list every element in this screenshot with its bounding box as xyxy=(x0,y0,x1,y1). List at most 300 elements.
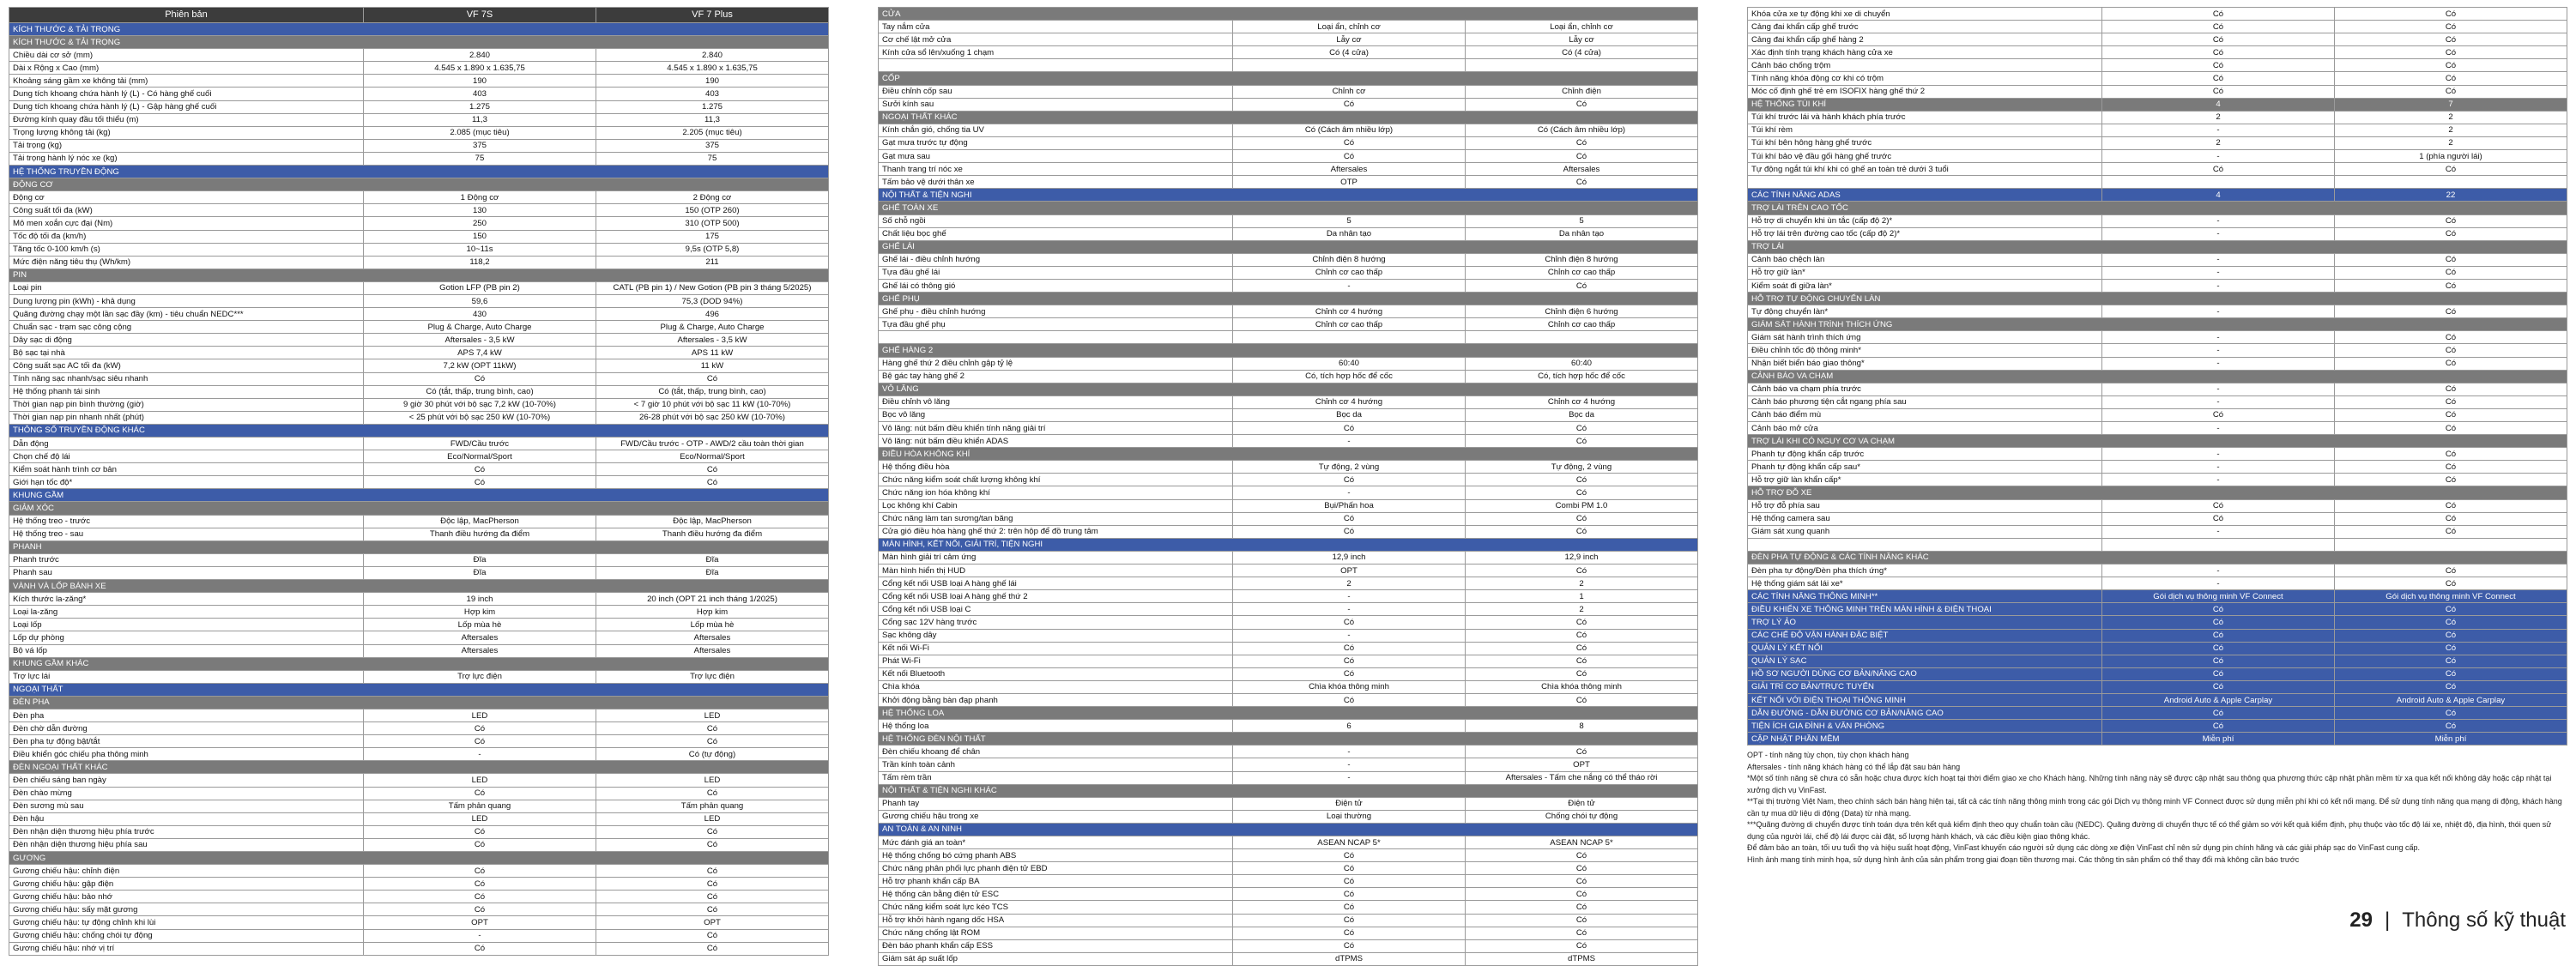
spec-value-cell: Có xyxy=(2335,565,2567,577)
spec-label-cell: HỆ THỐNG LOA xyxy=(879,707,1698,720)
spec-value-cell: Có xyxy=(596,891,829,903)
spec-value-cell: - xyxy=(2102,383,2335,395)
spec-value-cell: Có xyxy=(596,463,829,476)
spec-label-cell: KHUNG GẦM KHÁC xyxy=(9,657,829,670)
spec-value-cell xyxy=(1466,331,1698,344)
spec-label-cell: Đèn sương mù sau xyxy=(9,800,364,812)
spec-value-cell: Có xyxy=(1466,746,1698,758)
spec-row xyxy=(1748,422,2567,435)
spec-value-cell: 75 xyxy=(364,152,596,165)
spec-value-cell: Eco/Normal/Sport xyxy=(596,450,829,463)
spec-value-cell: 7,2 kW (OPT 11kW) xyxy=(364,359,596,372)
spec-value-cell: Có xyxy=(2335,499,2567,512)
spec-value-cell: - xyxy=(2102,448,2335,461)
spec-value-cell: Gói dịch vụ thông minh VF Connect xyxy=(2335,590,2567,603)
spec-label-cell: Cảnh báo chống trộm xyxy=(1748,59,2102,72)
spec-row xyxy=(9,800,829,812)
section-header-row xyxy=(1748,667,2567,680)
spec-label-cell: Loại pin xyxy=(9,281,364,294)
spec-row xyxy=(9,593,829,606)
spec-value-cell: Aftersales - Tấm che nắng có thể tháo rời xyxy=(1466,771,1698,784)
spec-value-cell: Aftersales xyxy=(596,631,829,644)
spec-value-cell xyxy=(1466,59,1698,72)
spec-value-cell: Có xyxy=(1233,667,1466,680)
spec-value-cell: Eco/Normal/Sport xyxy=(364,450,596,463)
spec-value-cell: Lốp mùa hè xyxy=(596,619,829,631)
spec-label-cell: Dẫn động xyxy=(9,438,364,450)
spec-row xyxy=(9,528,829,540)
spec-label-cell: Giám sát hành trình thích ứng xyxy=(1748,331,2102,344)
spec-row xyxy=(9,359,829,372)
spec-label-cell: Kích thước la-zăng* xyxy=(9,593,364,606)
spec-value-cell: Có xyxy=(2102,720,2335,733)
spec-value-cell: Lốp mùa hè xyxy=(364,619,596,631)
spec-value-cell: Có xyxy=(364,372,596,385)
spec-label-cell: HỒ SƠ NGƯỜI DÙNG CƠ BẢN/NÂNG CAO xyxy=(1748,667,2102,680)
spec-value-cell: Có xyxy=(364,722,596,735)
spec-label-cell: Xác định tính trạng khách hàng cửa xe xyxy=(1748,46,2102,59)
spec-row xyxy=(879,577,1698,590)
spec-value-cell: Có xyxy=(1466,655,1698,667)
spec-label-cell: Tải trọng hành lý nóc xe (kg) xyxy=(9,152,364,165)
spec-value-cell: 2 xyxy=(2102,111,2335,124)
spec-value-cell: Có xyxy=(2335,448,2567,461)
spec-value-cell: Da nhân tạo xyxy=(1233,227,1466,240)
spec-value-cell: ASEAN NCAP 5* xyxy=(1233,836,1466,849)
section-header-row xyxy=(1748,655,2567,667)
spec-row xyxy=(9,606,829,619)
note: **Tại thị trường Việt Nam, theo chính sách bán hàng hiện tại, tất cả các tính năng thông minh trong các gói Dịch vụ thông minh VF Connect được sử dụng miễn phí khi có kết nối mạng. Để sử dụng tính năng qua mạng di động, khách hàng cần tự mua dữ liệu di động (Data) từ nhà mạng. xyxy=(1747,797,2562,818)
spec-value-cell: Có (Cách âm nhiều lớp) xyxy=(1466,124,1698,136)
spec-value-cell: Trợ lực điện xyxy=(364,670,596,683)
spec-label-cell: Dây sạc di động xyxy=(9,334,364,347)
spec-value-cell: LED xyxy=(596,812,829,825)
spec-label-cell: Ghế lái - điều chỉnh hướng xyxy=(879,253,1233,266)
spec-value-cell: Trợ lực điện xyxy=(596,670,829,683)
spec-value-cell: 2.085 (mục tiêu) xyxy=(364,126,596,139)
spec-value-cell: Chìa khóa thông minh xyxy=(1233,680,1466,693)
spec-value-cell: 11,3 xyxy=(364,113,596,126)
spec-label-cell: Bệ gác tay hàng ghế 2 xyxy=(879,370,1233,383)
spec-label-cell: Tự động ngắt túi khí khi có ghế an toàn trẻ dưới 3 tuổi xyxy=(1748,163,2102,176)
section-header-row xyxy=(9,657,829,670)
section-header-row xyxy=(9,424,829,437)
spec-value-cell: Có xyxy=(2102,680,2335,693)
spec-label-cell: Đèn chiếu sáng ban ngày xyxy=(9,774,364,787)
spec-value-cell: Chống chói tự động xyxy=(1466,810,1698,823)
spec-value-cell: - xyxy=(2102,227,2335,240)
spec-label-cell: Loại la-zăng xyxy=(9,606,364,619)
spec-value-cell: Chỉnh điện 6 hướng xyxy=(1466,305,1698,318)
spec-label-cell: Quãng đường chạy một lần sạc đầy (km) - tiêu chuẩn NEDC*** xyxy=(9,308,364,321)
spec-value-cell: Có xyxy=(2335,525,2567,538)
spec-value-cell: - xyxy=(2102,577,2335,590)
note: Hình ảnh mang tính minh họa, sử dụng hình ảnh của sản phẩm trong giai đoạn tiền thương mại. Các thông tin sản phẩm có thể thay đổi mà không cần báo trước xyxy=(1747,854,2300,864)
section-header-row xyxy=(879,784,1698,797)
spec-value-cell: dTPMS xyxy=(1466,952,1698,965)
spec-value-cell: Có xyxy=(1466,914,1698,927)
spec-label-cell: Phiên bản xyxy=(9,8,364,23)
spec-value-cell: 1 Động cơ xyxy=(364,191,596,204)
section-header-row xyxy=(1748,707,2567,720)
spec-value-cell: Đĩa xyxy=(364,566,596,579)
spec-value-cell: Có xyxy=(2335,720,2567,733)
spec-label-cell: Tấm bảo vệ dưới thân xe xyxy=(879,176,1233,189)
spec-label-cell: GIÁM SÁT HÀNH TRÌNH THÍCH ỨNG xyxy=(1748,318,2567,331)
spec-row xyxy=(9,334,829,347)
spec-row xyxy=(1748,136,2567,149)
spec-label-cell: Khoảng sáng gầm xe không tải (mm) xyxy=(9,75,364,88)
spec-value-cell: Có xyxy=(596,903,829,916)
spec-label-cell: Đèn pha xyxy=(9,709,364,721)
spec-value-cell: Có xyxy=(1233,150,1466,163)
section-header-row xyxy=(1748,293,2567,305)
spec-value-cell: Có xyxy=(1466,486,1698,499)
spec-label-cell: CÁC TÍNH NĂNG ADAS xyxy=(1748,189,2102,202)
spec-label-cell: Gương chiếu hậu: tự động chỉnh khi lùi xyxy=(9,916,364,929)
spec-value-cell: OTP xyxy=(1233,176,1466,189)
spec-value-cell: Có xyxy=(2335,603,2567,616)
spec-label-cell: Túi khí bên hông hàng ghế trước xyxy=(1748,136,2102,149)
spec-value-cell: 190 xyxy=(364,75,596,88)
spec-value-cell: Hợp kim xyxy=(596,606,829,619)
section-header-row xyxy=(879,293,1698,305)
spec-value-cell: 211 xyxy=(596,256,829,269)
spec-label-cell: Dung tích khoang chứa hành lý (L) - Có hàng ghế cuối xyxy=(9,88,364,100)
spec-label-cell: Phanh tay xyxy=(879,797,1233,810)
spec-label-cell: HỖ TRỢ TỰ ĐỘNG CHUYỂN LÀN xyxy=(1748,293,2567,305)
spec-label-cell: NGOẠI THẤT xyxy=(9,683,829,696)
spec-label-cell: Kết nối Bluetooth xyxy=(879,667,1233,680)
note: *Một số tính năng sẽ chưa có sẵn hoặc chưa được kích hoạt tại thời điểm giao xe cho Khách hàng. Những tính năng này sẽ được cập nhật sau thông qua phương thức cập nhật phần mềm từ xa qua kết nối không dây hoặc cập nhật tại xưởng dịch vụ VinFast. xyxy=(1747,774,2552,794)
spec-label-cell: Đèn nhận diện thương hiệu phía sau xyxy=(9,838,364,851)
spec-row xyxy=(1748,344,2567,357)
spec-value-cell: 11,3 xyxy=(596,113,829,126)
spec-label-cell: Gương chiếu hậu: chỉnh điện xyxy=(9,865,364,878)
spec-label-cell: Hỗ trợ giữ làn khẩn cấp* xyxy=(1748,474,2102,486)
spec-value-cell: - xyxy=(1233,486,1466,499)
spec-value-cell: Chỉnh cơ cao thấp xyxy=(1466,318,1698,331)
section-header-row xyxy=(9,540,829,553)
spec-value-cell: Đĩa xyxy=(596,553,829,566)
section-header-row xyxy=(1748,318,2567,331)
spec-row xyxy=(1748,150,2567,163)
spec-row xyxy=(1748,163,2567,176)
spec-row xyxy=(879,746,1698,758)
spec-value-cell: Có xyxy=(2335,461,2567,474)
spec-row xyxy=(879,98,1698,111)
spec-value-cell: Có xyxy=(364,865,596,878)
spec-label-cell: Hệ thống điều hòa xyxy=(879,461,1233,474)
spec-row xyxy=(1748,448,2567,461)
spec-row xyxy=(9,217,829,230)
spec-row xyxy=(879,124,1698,136)
spec-row xyxy=(9,838,829,851)
spec-row xyxy=(9,139,829,152)
spec-value-cell: Có xyxy=(1466,939,1698,952)
spec-row xyxy=(879,461,1698,474)
spec-label-cell: Tấm rèm trần xyxy=(879,771,1233,784)
spec-value-cell: Có xyxy=(364,903,596,916)
spec-row xyxy=(879,266,1698,279)
spec-value-cell: 26-28 phút với bộ sạc 250 kW (10-70%) xyxy=(596,411,829,424)
spec-label-cell: GIẢI TRÍ CƠ BẢN/TRỰC TUYẾN xyxy=(1748,680,2102,693)
spec-row xyxy=(879,590,1698,603)
spec-value-cell: - xyxy=(364,748,596,761)
spec-row xyxy=(9,308,829,321)
spec-value-cell: Chỉnh cơ xyxy=(1233,85,1466,98)
spec-row xyxy=(1748,357,2567,370)
spec-label-cell: NỘI THẤT & TIỆN NGHI KHÁC xyxy=(879,784,1698,797)
spec-label-cell: Đèn pha tự động bật/tắt xyxy=(9,735,364,748)
spec-label-cell: Đèn pha tự động/Đèn pha thích ứng* xyxy=(1748,565,2102,577)
spec-label-cell: Mức điện năng tiêu thụ (Wh/km) xyxy=(9,256,364,269)
spec-value-cell: Loại thường xyxy=(1233,810,1466,823)
spec-value-cell: Có xyxy=(364,463,596,476)
spec-row xyxy=(879,253,1698,266)
spec-value-cell: Có xyxy=(2335,253,2567,266)
spec-label-cell: Điều chỉnh tốc độ thông minh* xyxy=(1748,344,2102,357)
spec-value-cell: Có xyxy=(2335,163,2567,176)
spec-row xyxy=(1748,474,2567,486)
spec-label-cell: Cổng kết nối USB loại A hàng ghế thứ 2 xyxy=(879,590,1233,603)
spec-row xyxy=(1748,305,2567,318)
spec-value-cell: Có xyxy=(2335,680,2567,693)
spec-value-cell: Có xyxy=(596,735,829,748)
section-header-row xyxy=(1748,202,2567,214)
spec-label-cell: Gương chiếu hậu: chống chói tự động xyxy=(9,929,364,942)
spec-label-cell: NỘI THẤT & TIỆN NGHI xyxy=(879,189,1698,202)
spec-value-cell: Có xyxy=(1466,901,1698,914)
spec-value-cell: Aftersales xyxy=(596,644,829,657)
spec-value-cell: 2 Động cơ xyxy=(596,191,829,204)
spec-row xyxy=(1748,85,2567,98)
section-header-row xyxy=(1748,590,2567,603)
spec-value-cell: 2 xyxy=(2335,124,2567,136)
spec-label-cell: NGOẠI THẤT KHÁC xyxy=(879,111,1698,124)
spec-value-cell: 7 xyxy=(2335,98,2567,111)
spec-value-cell: 310 (OTP 500) xyxy=(596,217,829,230)
spec-row xyxy=(879,318,1698,331)
spec-label-cell: ĐIỀU KHIỂN XE THÔNG MINH TRÊN MÀN HÌNH & ĐIỆN THOẠI xyxy=(1748,603,2102,616)
spec-label-cell: Mức đánh giá an toàn* xyxy=(879,836,1233,849)
spec-value-cell: Có xyxy=(2102,33,2335,46)
spec-value-cell: Có xyxy=(596,787,829,800)
spec-label-cell xyxy=(879,59,1233,72)
spec-label-cell: Cảnh báo phương tiện cắt ngang phía sau xyxy=(1748,395,2102,408)
spec-value-cell: LED xyxy=(596,709,829,721)
spec-label-cell: Kết nối Wi-Fi xyxy=(879,642,1233,655)
spec-label-cell: Phát Wi-Fi xyxy=(879,655,1233,667)
spec-value-cell: Thanh điều hướng đa điểm xyxy=(364,528,596,540)
spec-label-cell: TRỢ LÁI xyxy=(1748,240,2567,253)
spec-label-cell: Kính chắn gió, chống tia UV xyxy=(879,124,1233,136)
spec-row xyxy=(879,331,1698,344)
spec-value-cell: CATL (PB pin 1) / New Gotion (PB pin 3 tháng 5/2025) xyxy=(596,281,829,294)
spec-label-cell: Chức năng làm tan sương/tan băng xyxy=(879,512,1233,525)
spec-row xyxy=(9,476,829,489)
spec-label-cell: VÔ LĂNG xyxy=(879,383,1698,395)
spec-value-cell: Có xyxy=(2335,512,2567,525)
spec-value-cell: Có xyxy=(2335,305,2567,318)
spec-value-cell: Có xyxy=(596,865,829,878)
spec-value-cell: 375 xyxy=(364,139,596,152)
spec-row xyxy=(9,631,829,644)
spec-value-cell: Có xyxy=(2335,85,2567,98)
spec-label-cell: Đèn nhận diện thương hiệu phía trước xyxy=(9,825,364,838)
spec-label-cell: Cảng đai khẩn cấp ghế trước xyxy=(1748,21,2102,33)
spec-value-cell: Có xyxy=(2102,603,2335,616)
spec-value-cell: Có xyxy=(1233,98,1466,111)
spec-row xyxy=(1748,214,2567,227)
spec-row xyxy=(879,565,1698,577)
spec-value-cell: Có xyxy=(2102,667,2335,680)
page-footer xyxy=(2349,909,2566,933)
spec-value-cell: Bọc da xyxy=(1466,408,1698,421)
spec-value-cell: Có xyxy=(2102,707,2335,720)
spec-row xyxy=(9,243,829,256)
spec-value-cell: 4 xyxy=(2102,98,2335,111)
spec-value-cell: Có xyxy=(364,476,596,489)
spec-value-cell: 12,9 inch xyxy=(1466,551,1698,564)
spec-row xyxy=(9,825,829,838)
spec-value-cell: 2.840 xyxy=(596,49,829,62)
spec-row xyxy=(1748,176,2567,189)
spec-row xyxy=(9,619,829,631)
spec-row xyxy=(879,771,1698,784)
spec-label-cell: Phanh trước xyxy=(9,553,364,566)
footnotes xyxy=(1747,750,2567,866)
spec-row xyxy=(1748,408,2567,421)
spec-value-cell: Aftersales - 3,5 kW xyxy=(364,334,596,347)
spec-label-cell: Gương chiếu hậu: nhớ vị trí xyxy=(9,942,364,955)
spec-value-cell: Aftersales xyxy=(364,631,596,644)
spec-row xyxy=(879,551,1698,564)
spec-label-cell: Phanh tự động khẩn cấp trước xyxy=(1748,448,2102,461)
spec-label-cell: Vô lăng: nút bấm điều khiển tính năng giải trí xyxy=(879,422,1233,435)
spec-label-cell: Chức năng kiểm soát lực kéo TCS xyxy=(879,901,1233,914)
spec-value-cell: - xyxy=(2102,214,2335,227)
spec-value-cell: Có xyxy=(2335,655,2567,667)
spec-value-cell: 250 xyxy=(364,217,596,230)
spec-row xyxy=(1748,577,2567,590)
spec-value-cell: Có xyxy=(2102,72,2335,85)
spec-label-cell: Chức năng ion hóa không khí xyxy=(879,486,1233,499)
spec-row xyxy=(1748,499,2567,512)
spec-label-cell: Hệ thống cân bằng điện tử ESC xyxy=(879,888,1233,901)
spec-value-cell: Có (Cách âm nhiều lớp) xyxy=(1233,124,1466,136)
spec-row xyxy=(879,85,1698,98)
spec-label-cell: CỐP xyxy=(879,72,1698,85)
spec-value-cell: 1 xyxy=(1466,590,1698,603)
spec-value-cell: Có xyxy=(2335,59,2567,72)
spec-row xyxy=(879,357,1698,370)
spec-value-cell: Có xyxy=(2335,33,2567,46)
section-header-row xyxy=(1748,629,2567,642)
spec-row xyxy=(879,603,1698,616)
spec-value-cell: 8 xyxy=(1466,720,1698,733)
spec-label-cell: ĐIỀU HÒA KHÔNG KHÍ xyxy=(879,448,1698,461)
spec-value-cell: Đĩa xyxy=(364,553,596,566)
spec-value-cell: Có xyxy=(1233,474,1466,486)
spec-value-cell: Có xyxy=(2335,279,2567,292)
spec-value-cell: - xyxy=(2102,124,2335,136)
spec-row xyxy=(879,914,1698,927)
spec-row xyxy=(1748,8,2567,21)
spec-value-cell: APS 7,4 kW xyxy=(364,347,596,359)
spec-label-cell: Chuẩn sạc - trạm sạc công cộng xyxy=(9,321,364,334)
spec-label-cell: Hỗ trợ khởi hành ngang dốc HSA xyxy=(879,914,1233,927)
spec-value-cell: 4.545 x 1.890 x 1.635,75 xyxy=(364,62,596,75)
spec-row xyxy=(879,810,1698,823)
spec-label-cell: Cảnh báo va chạm phía trước xyxy=(1748,383,2102,395)
spec-value-cell: Có xyxy=(2102,163,2335,176)
note: OPT - tính năng tùy chọn, tùy chọn khách hàng xyxy=(1747,751,1909,759)
spec-label-cell: Cơ chế lật mở cửa xyxy=(879,33,1233,46)
spec-label-cell: Chức năng kiểm soát chất lượng không khí xyxy=(879,474,1233,486)
spec-row xyxy=(879,797,1698,810)
spec-label-cell: Cảnh báo chệch làn xyxy=(1748,253,2102,266)
spec-label-cell: Tốc độ tối đa (km/h) xyxy=(9,230,364,243)
spec-value-cell: Hợp kim xyxy=(364,606,596,619)
spec-value-cell: Có xyxy=(364,838,596,851)
spec-value-cell: 2.205 (mục tiêu) xyxy=(596,126,829,139)
spec-label-cell: VÀNH VÀ LỐP BÁNH XE xyxy=(9,580,829,593)
spec-label-cell: Gương chiếu hậu: gập điện xyxy=(9,878,364,891)
spec-value-cell: 1 (phía người lái) xyxy=(2335,150,2567,163)
spec-value-cell: Độc lập, MacPherson xyxy=(596,515,829,528)
spec-row xyxy=(879,59,1698,72)
spec-row xyxy=(9,372,829,385)
spec-row xyxy=(9,891,829,903)
spec-label-cell: Kiểm soát hành trình cơ bản xyxy=(9,463,364,476)
spec-value-cell: Có xyxy=(2335,21,2567,33)
spec-value-cell: Có xyxy=(364,878,596,891)
spec-value-cell: 5 xyxy=(1466,214,1698,227)
spec-label-cell: PHANH xyxy=(9,540,829,553)
spec-label-cell: ĐÈN NGOẠI THẤT KHÁC xyxy=(9,761,829,774)
spec-value-cell: Có xyxy=(1233,914,1466,927)
spec-row xyxy=(879,395,1698,408)
spec-label-cell: GHẾ LÁI xyxy=(879,240,1698,253)
spec-value-cell: FWD/Cầu trước - OTP - AWD/2 cầu toàn thời gian xyxy=(596,438,829,450)
spec-row xyxy=(9,126,829,139)
spec-label-cell xyxy=(1748,538,2102,551)
spec-value-cell: Gói dịch vụ thông minh VF Connect xyxy=(2102,590,2335,603)
spec-label-cell: Túi khí bảo vệ đầu gối hàng ghế trước xyxy=(1748,150,2102,163)
spec-row xyxy=(9,204,829,217)
spec-row xyxy=(9,75,829,88)
spec-value-cell: Aftersales xyxy=(364,644,596,657)
spec-value-cell: Có xyxy=(1466,616,1698,629)
spec-label-cell: Hệ thống treo - trước xyxy=(9,515,364,528)
spec-row xyxy=(9,865,829,878)
spec-row xyxy=(9,230,829,243)
section-header-row xyxy=(879,344,1698,357)
section-header-row xyxy=(9,23,829,36)
spec-value-cell: Có, tích hợp hốc để cốc xyxy=(1233,370,1466,383)
spec-value-cell: - xyxy=(2102,395,2335,408)
spec-value-cell: Có xyxy=(2335,408,2567,421)
spec-row xyxy=(9,709,829,721)
spec-label-cell: TRỢ LÁI TRÊN CAO TỐC xyxy=(1748,202,2567,214)
note: Aftersales - tính năng khách hàng có thể lắp đặt sau bán hàng xyxy=(1747,762,1961,771)
spec-value-cell: APS 11 kW xyxy=(596,347,829,359)
section-header-row xyxy=(879,823,1698,836)
spec-row xyxy=(879,888,1698,901)
spec-row xyxy=(9,450,829,463)
spec-label-cell: HỆ THỐNG TRUYỀN ĐỘNG xyxy=(9,166,829,178)
